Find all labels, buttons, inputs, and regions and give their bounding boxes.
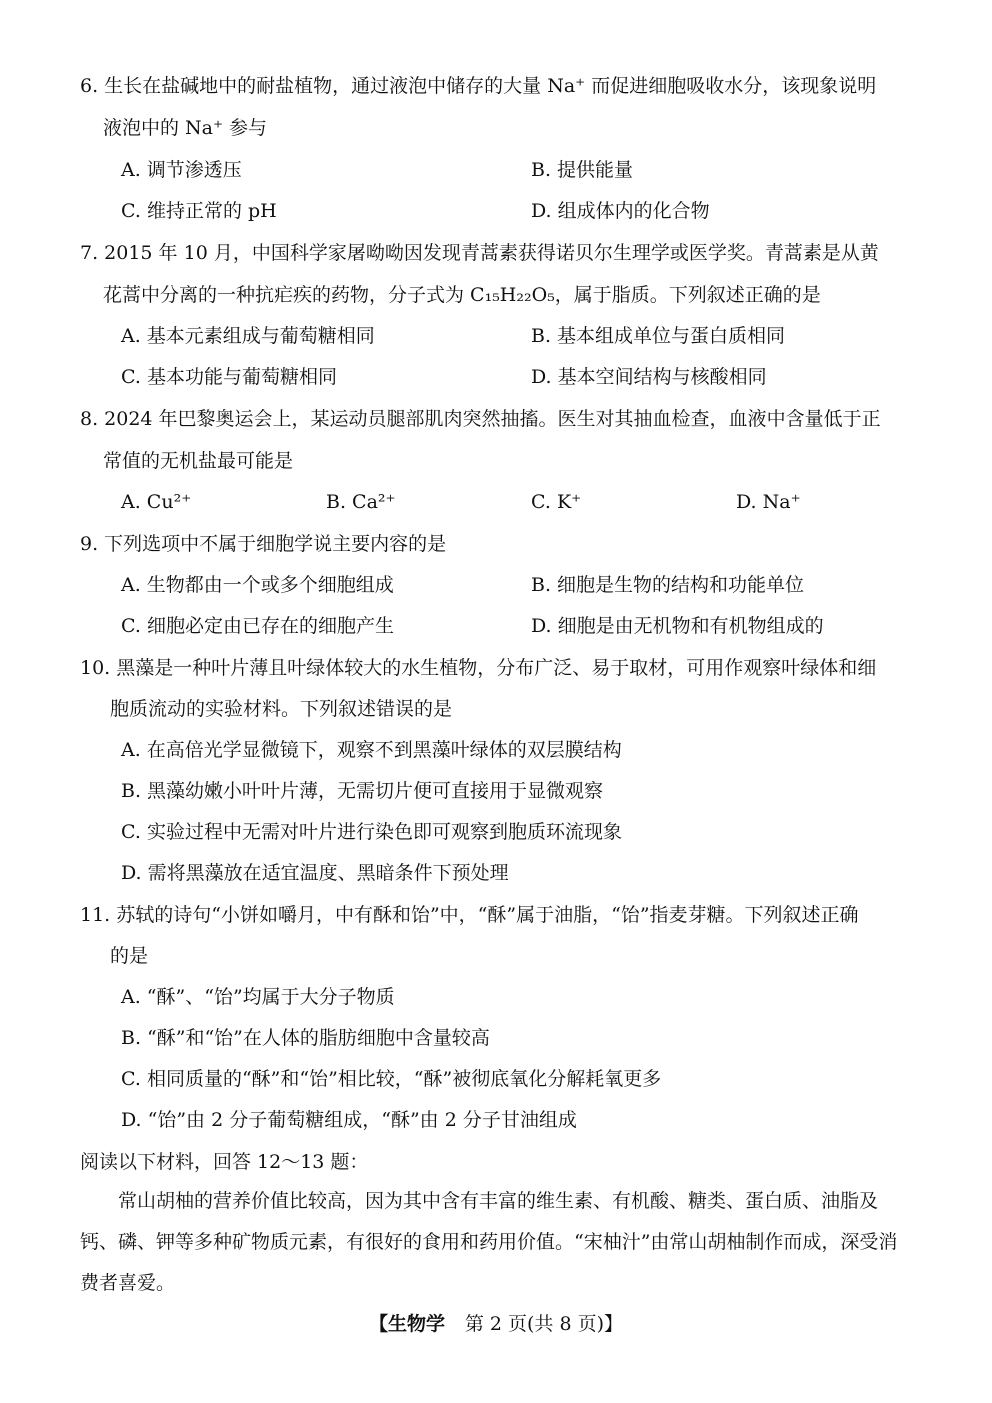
q9-option-b: B. 细胞是生物的结构和功能单位 bbox=[531, 574, 805, 596]
q10-option-b: B. 黑藻幼嫩小叶叶片薄，无需切片便可直接用于显微观察 bbox=[121, 780, 604, 802]
q7-option-b: B. 基本组成单位与蛋白质相同 bbox=[531, 325, 786, 347]
q8-option-a: A. Cu²⁺ bbox=[121, 491, 192, 513]
q9-stem: 9. 下列选项中不属于细胞学说主要内容的是 bbox=[80, 533, 447, 555]
reading-passage: 常山胡柚的营养价值比较高，因为其中含有丰富的维生素、有机酸、糖类、蛋白质、油脂及钙、磷、钾等多种矿物质元素，有很好的食用和药用价值。“宋柚汁”由常山胡柚制作而成，深受消费者喜爱。 bbox=[80, 1190, 898, 1294]
q10-stem-line2: 胞质流动的实验材料。下列叙述错误的是 bbox=[110, 698, 453, 720]
q8-stem-line2: 常值的无机盐最可能是 bbox=[103, 450, 294, 472]
footer-page-number: 第 2 页(共 8 页)】 bbox=[464, 1313, 624, 1335]
q11-option-d: D. “饴”由 2 分子葡萄糖组成，“酥”由 2 分子甘油组成 bbox=[121, 1109, 577, 1131]
q10-option-c: C. 实验过程中无需对叶片进行染色即可观察到胞质环流现象 bbox=[121, 821, 622, 843]
q6-option-b: B. 提供能量 bbox=[531, 159, 634, 181]
q11-stem-line2: 的是 bbox=[110, 945, 149, 967]
q9-option-c: C. 细胞必定由已存在的细胞产生 bbox=[121, 615, 394, 637]
q6-option-a: A. 调节渗透压 bbox=[121, 159, 242, 181]
q11-stem-line1: 11. 苏轼的诗句“小饼如嚼月，中有酥和饴”中，“酥”属于油脂，“饴”指麦芽糖。下列叙述正确 bbox=[80, 904, 859, 926]
q8-option-d: D. Na⁺ bbox=[736, 491, 801, 513]
q6-stem-line1: 6. 生长在盐碱地中的耐盐植物，通过液泡中储存的大量 Na⁺ 而促进细胞吸收水分，该现象说明 bbox=[80, 75, 877, 97]
q10-option-a: A. 在高倍光学显微镜下，观察不到黑藻叶绿体的双层膜结构 bbox=[121, 739, 622, 761]
reading-intro: 阅读以下材料，回答 12～13 题： bbox=[80, 1151, 369, 1173]
q7-option-c: C. 基本功能与葡萄糖相同 bbox=[121, 366, 337, 388]
q8-option-b: B. Ca²⁺ bbox=[326, 491, 396, 513]
q11-option-b: B. “酥”和“饴”在人体的脂肪细胞中含量较高 bbox=[121, 1027, 490, 1049]
q10-option-d: D. 需将黑藻放在适宜温度、黑暗条件下预处理 bbox=[121, 862, 509, 884]
q10-stem-line1: 10. 黑藻是一种叶片薄且叶绿体较大的水生植物，分布广泛、易于取材，可用作观察叶绿体和细 bbox=[80, 657, 877, 679]
q11-option-c: C. 相同质量的“酥”和“饴”相比较，“酥”被彻底氧化分解耗氧更多 bbox=[121, 1068, 662, 1090]
q8-stem-line1: 8. 2024 年巴黎奥运会上，某运动员腿部肌肉突然抽搐。医生对其抽血检查，血液中含量低于正 bbox=[80, 408, 881, 430]
q11-option-a: A. “酥”、“饴”均属于大分子物质 bbox=[121, 986, 395, 1008]
footer-subject: 【生物学 bbox=[368, 1313, 445, 1335]
page-footer bbox=[0, 1312, 992, 1336]
q7-stem-line2: 花蒿中分离的一种抗疟疾的药物，分子式为 C₁₅H₂₂O₅，属于脂质。下列叙述正确的是 bbox=[103, 284, 821, 306]
q6-option-d: D. 组成体内的化合物 bbox=[531, 200, 710, 222]
q7-option-d: D. 基本空间结构与核酸相同 bbox=[531, 366, 767, 388]
q9-option-d: D. 细胞是由无机物和有机物组成的 bbox=[531, 615, 824, 637]
q7-stem-line1: 7. 2015 年 10 月，中国科学家屠呦呦因发现青蒿素获得诺贝尔生理学或医学奖。青蒿素是从黄 bbox=[80, 242, 879, 264]
q8-option-c: C. K⁺ bbox=[531, 491, 582, 513]
q6-stem-line2: 液泡中的 Na⁺ 参与 bbox=[103, 117, 268, 139]
q9-option-a: A. 生物都由一个或多个细胞组成 bbox=[121, 574, 394, 596]
q6-option-c: C. 维持正常的 pH bbox=[121, 200, 277, 222]
q7-option-a: A. 基本元素组成与葡萄糖相同 bbox=[121, 325, 375, 347]
